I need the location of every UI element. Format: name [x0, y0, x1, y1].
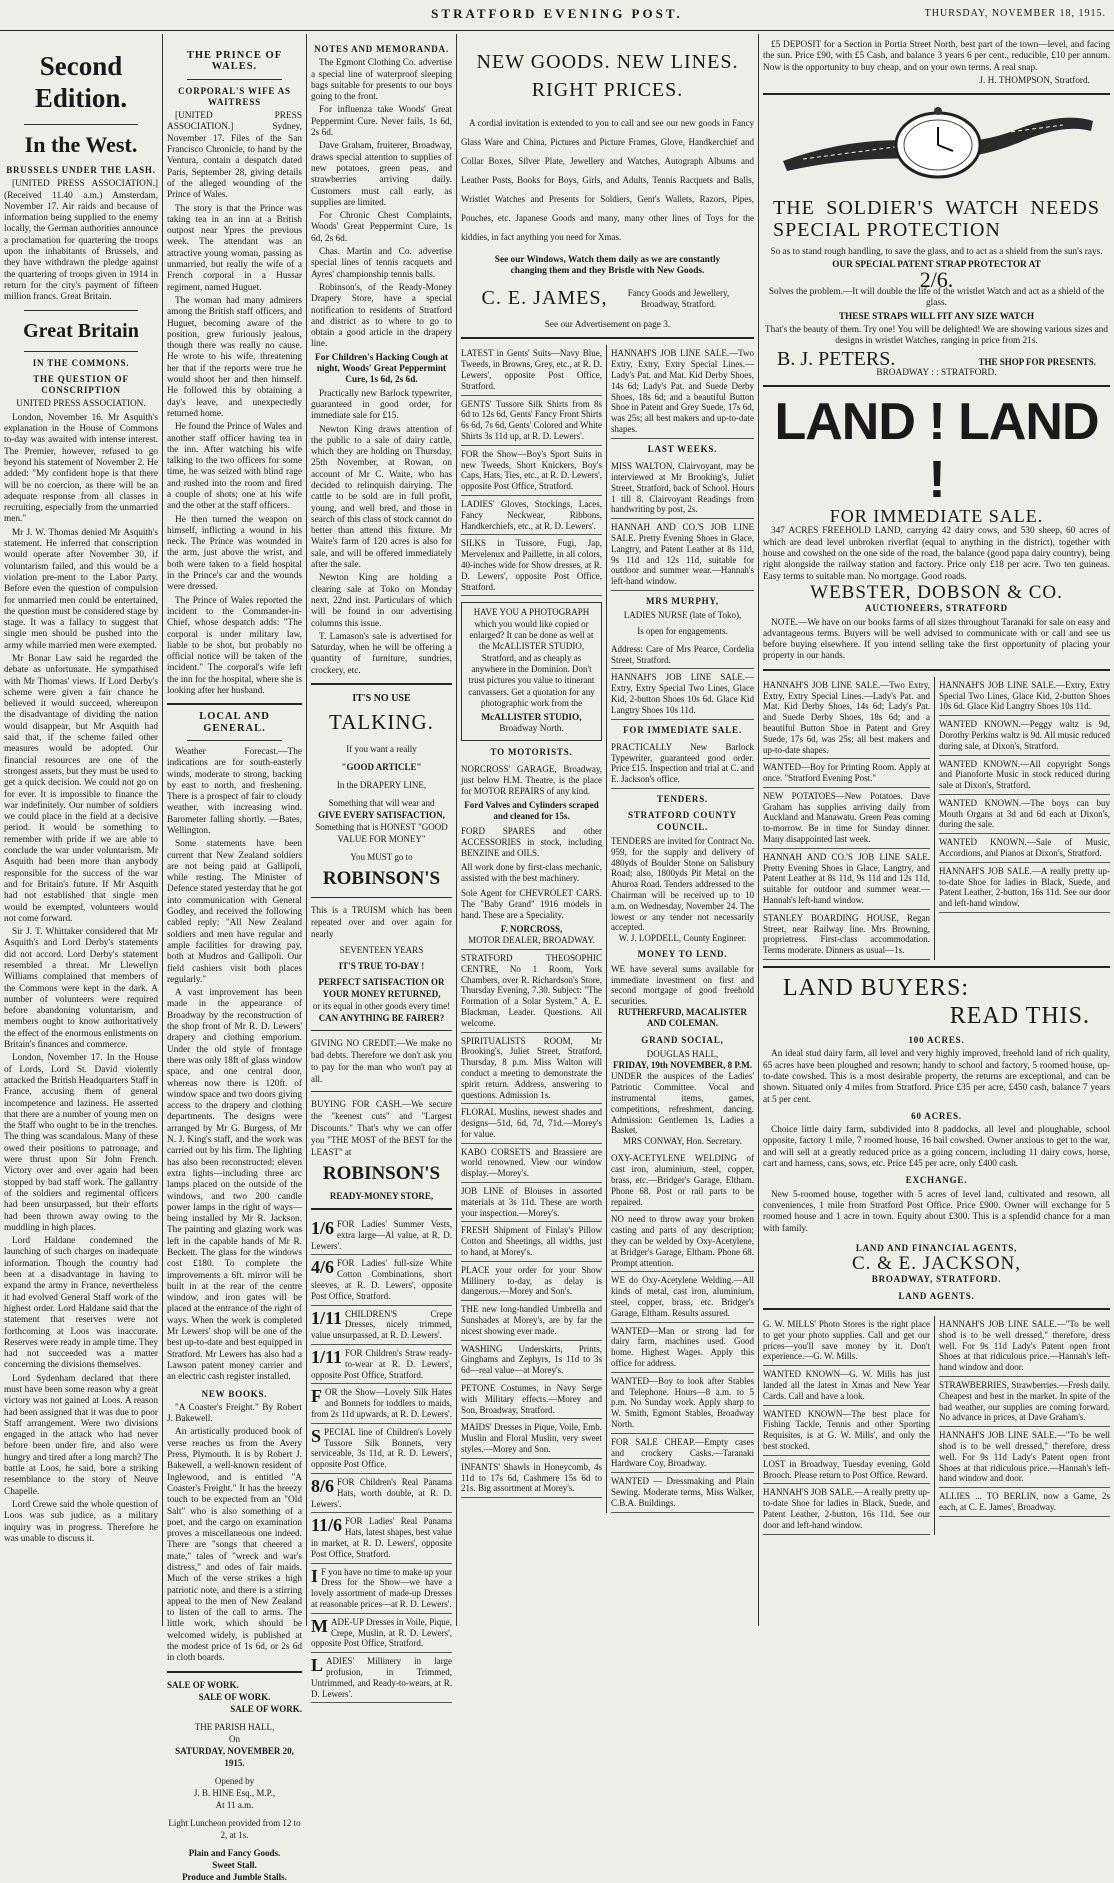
classified-ad — [311, 1513, 452, 1563]
ad-heading: READ THIS. — [949, 1003, 1090, 1030]
ad-paragraph: A cordial invitation is extended to you to call and see our new goods in Fancy Glass Ware and China, Pictures and Picture Frames, Glove, Handkerchief and Collar Boxes, Silver Plate, Jewellery and Watches, Autograph Albums and Leather Posts, Books for Boys, Girls, and Adults, Tennis Racquets and Balls, Wristlet Watches and Presents for Soldiers, Gent's Wallets, Razors, Pipes, Pouches, etc. Japanese Goods and many, many other lines of Toys for the kiddies, in fact anything you need for Xmas. — [461, 118, 754, 242]
ad-line: Is open for engagements. — [637, 625, 728, 636]
ad-heading: ROBINSON'S — [322, 868, 441, 890]
classified-ad: STRATFORD THEOSOPHIC CENTRE, No 1 Room, York Chambers, over R. Richardson's Store, Thursday Evening, 7.30. Subject: "The Formation of a Solar System." A. E. Blackman, Leader. Questions. All welcome. — [461, 950, 602, 1033]
advertiser-address: BROADWAY, STRATFORD. — [871, 1274, 1002, 1285]
ad-line: You MUST go to — [350, 852, 413, 863]
ad-paragraph: TENDERS are invited for Contract No. 959, for the supply and delivery of 480yds of Boulder Stone on Salisbury Road; also, 1800yds Pit Metal on the Ahuroa Road. Tenders addressed to the Chairman will be received up to 10 a.m. on Wednesday, November 24. The lowest or any tender not necessarily accepted. — [611, 835, 754, 933]
article-headline: NOTES AND MEMORANDA. — [314, 44, 449, 54]
article-headline: NEW BOOKS. — [201, 1388, 268, 1399]
classified-ad: WE do Oxy-Acetylene Welding.—All kinds of metal, cast iron, aluminium, steel, copper, brass, etc. Bridger's Garage, Eltham. Results assured. — [611, 1272, 754, 1322]
classified-ad — [311, 1614, 452, 1653]
classified-ad: WANTED—Boy to look after Stables and Telephone. Hours—8 a.m. to 5 p.m. No Sunday work. Apply sharp to W. Smith, Egmont Stables, Broadway North. — [611, 1373, 754, 1434]
classified-ad: WANTED KNOWN.—All copyright Songs and Pianoforte Music in stock reduced during sale at Dixon's, Stratford. — [939, 756, 1110, 795]
ad-line: That's the beauty of them. Try one! You will be delighted! We are showing various sizes and designs in wristlet Watches, ranging in price from 21s. — [764, 324, 1109, 347]
ad-price: 11/6 — [311, 1515, 343, 1536]
article-paragraph: T. Lamason's sale is advertised for Saturday, when he will be offering a quantity of furniture, sundries, crockery, etc. — [311, 631, 452, 676]
ad-line: On — [229, 1733, 240, 1744]
classified-ad — [311, 1474, 452, 1513]
classified-list — [461, 950, 602, 1498]
classified-ad: FLORAL Muslins, newest shades and designs—51d, 6d, 7d, 71d.—Morey's for value. — [461, 1104, 602, 1143]
ad-line: Plain and Fancy Goods. — [188, 1847, 281, 1858]
ad-line: LADIES NURSE (late of Toko), — [623, 610, 742, 621]
ad-price: 2/6. — [919, 266, 954, 292]
article-subheading: IN THE COMMONS. — [32, 357, 130, 368]
classified-ad: NEW POTATOES—New Potatoes. Dave Graham has supplies arriving daily from Auckland and Manawatu. Green Peas coming to-morrow. Be in time for Sunday dinner. Many disappointed last week. — [763, 788, 930, 849]
advertiser-name: B. J. PETERS. — [777, 347, 896, 370]
ad-heading: NEW GOODS. NEW LINES. — [476, 51, 739, 73]
ad-text: FOR Ladies' full-size White Cotton Combinations, short sleeves, at R. D. Lewers', opposite Post Office, Stratford. — [311, 1258, 452, 1301]
ad-line: Sweet Stall. — [212, 1859, 257, 1870]
ad-heading: GRAND SOCIAL, — [641, 1034, 724, 1045]
classified-ad — [311, 1564, 452, 1614]
ad-line: or its equal in other goods every time! — [312, 1001, 451, 1012]
ad-text: F you have no time to make up your Dress for the Show—we have a lovely assortment of made-up Dresses at reasonable prices—at R. D. Lewers'. — [311, 1566, 452, 1609]
ad-line: IT'S NO USE — [352, 693, 411, 705]
classified-list — [763, 1316, 935, 1535]
advertiser-address: BROADWAY : : STRATFORD. — [876, 367, 997, 378]
advertiser-tagline: THE SHOP FOR PRESENTS. — [978, 356, 1096, 367]
classified-ad: STANLEY BOARDING HOUSE, Regan Street, near Railway line. Mrs Browning, proprietress. First-class accommodation. Terms moderate. Dinners as usual—1s. — [763, 910, 930, 960]
ad-heading: TENDERS. — [656, 794, 709, 805]
ad-line: PERFECT SATISFACTION OR YOUR MONEY RETURNED, — [318, 977, 445, 1000]
ad-line: SATURDAY, NOVEMBER 20, 1915. — [175, 1745, 294, 1768]
robinsons-ad — [311, 693, 452, 1202]
article-paragraph: Weather Forecast.—The indications are for south-easterly winds, moderate to strong, backing by east to north, and freshening. There is a prospect of fair to cloudy weather, with increasing wind. Barometer falling shortly. —Bates, Wellington. — [167, 746, 302, 836]
classified-ad: WANTED KNOWN—The best place for Fishing Tackle, Tennis and other Sporting Requisites, is at G. W. Mills', and only the best stocked. — [763, 1406, 930, 1456]
article-headline: BRUSSELS UNDER THE LASH. — [6, 165, 156, 175]
ad-line: Solves the problem.—It will double the life of the wristlet Watch and act as a shield of the glass. — [768, 287, 1105, 309]
ad-price: 4/6 — [311, 1257, 335, 1278]
advertiser-tagline: LAND AGENTS. — [898, 1290, 975, 1301]
ad-price: 8/6 — [311, 1475, 335, 1496]
article-paragraph: [UNITED PRESS ASSOCIATION.] Sydney, November 17. Files of the San Francisco Chronicle, to hand by the Ventura, contain a despatch dated Paris, September 28, giving details of the alleged wounding of the Prince of Wales. — [167, 111, 302, 201]
ad-heading: FOR IMMEDIATE SALE. — [829, 506, 1044, 527]
ad-paragraph: £5 DEPOSIT for a Section in Portia Street North, best part of the town—level, and facing the sun. Price £90, with £5 Cash, and balance 3 years 6 per cent., reducible, £10 per annum. Now is the opportunity to buy cheap, and on your own terms. A real snap. — [763, 40, 1110, 73]
ad-text: CHILDREN'S Crepe Dresses, nicely trimmed, value unsurpassed, at R. D. Lewers'. — [311, 1308, 452, 1341]
ad-text: PECIAL line of Children's Lovely Tussore Silk Bonnets, very serviceable, 3s 11d, at R. D. Lewers', opposite Post Office. — [311, 1426, 452, 1470]
classified-ad: HANNAH'S JOB LINE SALE.—"To be well shod is to be well dressed," therefore, dress well. For 9s 11d Lady's Patent open front Shoes at that ridiculous price.—Hannah's left-hand window and door. — [939, 1427, 1110, 1488]
ad-paragraph: Choice little dairy farm, subdivided into 8 paddocks, all level and ploughable, school opposite, factory 1 mile, 7 roomed house, 16 bail cowshed. Owner anxious to get to the war, and will sell at a greatly reduced price as a going concern, including 11 dairy cows, horse, cart and harness, cans, sows, etc. Price £45 per acre, only £400 cash. — [763, 1125, 1110, 1170]
classified-ad: HANNAH'S JOB LINE SALE.—Two Extry, Extry, Extry Special Lines.—Lady's Pat. and Mat. Kid Derby Shoes, 14s 6d; Lady's Pat. and Suede Derby Shoes, 18s 6d; and a beautiful Button Shoe in Patent and Grey Suede, 17s 6d, was 25s; all best makers and up-to-date shapes. — [611, 345, 754, 438]
article-paragraph: A vast improvement has been made in the appearance of Broadway by the reconstruction of the shop front of Mr R. D. Lewers' drapery and clothing emporium. Under the old style of frontage there was only 18ft of glass window space, and one central door, whereas now there is 120ft. of window space and two doors giving access to the drapery and clothing departments. The designs were arranged by Mr G. Burgess, of Mr N. J. King's staff, and the work was carried out by his firm. The lighting has also been reconstructed; eleven extra lights—including three arc lamps placed on the outside of the windows, and two 200 candle power lamps in the right of ways—being installed by Mr R. Jackson. The painting and glazing work was left in the capable hands of Mr R. Beckett. The glass for the windows cost £180. To complete the improvements a 6ft. mirror will be built in at the rear of the centre window, and iron gates will be placed at the entrance of the right of ways. When the work is completed Mr Lewers' shop will be one of the best up-to-date and best equipped in Stratford. Mr Lewers has also had a Lawson patent money carrier and an electric cash register installed. — [167, 988, 302, 1383]
ad-line: GIVING NO CREDIT.—We make no bad debts. Therefore we don't ask you to pay for the man who won't pay at all. — [311, 1038, 452, 1085]
classified-ad: MISS WALTON, Clairvoyant, may be interviewed at Mr Brooking's, Juliet Street, Stratford, back of School. Hours 1 till 8. Clairvoyant Readings from handwriting by post, 2s. — [611, 458, 754, 519]
ad-paragraph: UNDER the auspices of the Ladies' Patriotic Committee. Vocal and instrumental items, games, competitions, refreshment, dancing. Admission: Gentlemen 1s, Ladies a Basket. — [611, 1071, 754, 1136]
ad-subheading: LAND AND FINANCIAL AGENTS, — [855, 1242, 1018, 1253]
article-paragraph: Dave Graham, fruiterer, Broadway, draws special attention to supplies of new potatoes, green peas, and strawberries arriving daily. Customers must call early, as supplies are limited. — [311, 141, 452, 208]
ad-heading: RIGHT PRICES. — [531, 79, 684, 101]
ad-line: MOTOR DEALER, BROADWAY. — [468, 935, 595, 946]
classified-ad — [311, 1216, 452, 1255]
ad-heading: TO MOTORISTS. — [490, 746, 573, 757]
classified-ad: HANNAH'S JOB LINE SALE.—Extry, Extry Special Two Lines, Glace Kid, 2-button Shoes 10s 6d. Glace Kid Langtry Shoes 10s 11d. — [611, 669, 754, 719]
article-paragraph: The Prince of Wales reported the incident to the Commander-in-Chief, whose despatch adds: "The corporal is under military law, liable to be shot, but probably no official notice will be taken of the incident." The corporal's wife left the inn for the hospital, where she is looking after her husband. — [167, 595, 302, 697]
classified-list — [935, 1316, 1110, 1535]
classified-ad: PETONE Costumes, in Navy Serge with Military effects.—Morey and Son, Broadway, Stratford. — [461, 1380, 602, 1419]
ad-subheading: 60 ACRES. — [911, 1110, 962, 1121]
ad-heading: THE SOLDIER'S WATCH NEEDS SPECIAL PROTECTION — [773, 197, 1100, 242]
ad-price: 1/11 — [311, 1307, 343, 1328]
ad-price: F — [311, 1386, 322, 1407]
classified-ad: THE new long-handled Umbrella and Sunshades at Morey's, are by far the nicest showing ever made. — [461, 1301, 602, 1340]
ad-price: M — [311, 1615, 328, 1636]
ad-line: In the DRAPERY LINE, — [336, 780, 427, 791]
classified-ad: HANNAH AND CO.'S JOB LINE SALE. Pretty Evening Shoes in Glace, Langtry, and Patent Leather at 8s 11d, 9s 11d and 12s 11d, suitable for outdoor and summer wear.—Hannah's left-hand window. — [611, 519, 754, 591]
classified-ad: FOR the Show—Boy's Sport Suits in new Tweeds, Short Knickers, Boy's Caps, Hats, Ties, etc., at R. D. Lewers', opposite Post Office, Stratford. — [461, 446, 602, 496]
classified-ad: FRESH Shipment of Finlay's Pillow Cotton and Sheetings, all widths, just to hand, at Morey's. — [461, 1222, 602, 1261]
section-heading: In the West. — [24, 132, 138, 157]
classified-ad: SILKS in Tussore, Fugi, Jap, Mervelenux and Paillette, in all colors, 40-inches wide for Show dresses, at R. D. Lewers', opposite Post Office, Stratford. — [461, 535, 602, 596]
classified-ad — [311, 1424, 452, 1474]
ad-line: DOUGLAS HALL, — [646, 1048, 719, 1059]
ad-text: FOR Ladies' Real Panama Hats, latest shapes, best value in market, at R. D. Lewers', opposite Post Office, Stratford. — [311, 1516, 452, 1559]
ad-line: NORCROSS' GARAGE, Broadway, just below H.M. Theatre, is the place for MOTOR REPAIRS of any kind. — [461, 763, 602, 796]
ad-heading: LAND BUYERS: — [783, 975, 970, 1002]
classified-ad: HANNAH'S JOB SALE.—A really pretty up-to-date Shoe for ladies in Black, Suede, and Patent Leather, 2-button, 16s 11d. See our door and left-hand window. — [763, 1484, 930, 1534]
ad-line: Light Luncheon provided from 12 to 2, at 1s. — [168, 1817, 301, 1840]
classified-ad: LADIES' Gloves, Stockings, Laces, Fancy Neckwear, Ribbons, Handkerchiefs, etc., at R. D. Lewers'. — [461, 496, 602, 535]
column-5 — [759, 34, 1114, 1626]
article-paragraph: Lord Haldane condemned the launching of such charges on inadequate information. Though the country had been at a disadvantage in having to expand the army in France, nevertheless it had evolved General Staff work of the highest order. Lord Haldane said that the statement that reserves were not forthcoming at Loos was inaccurate. Reserves were ready in ample time. They had not succeeded was a matter concerning the divisions themselves. — [4, 1236, 158, 1371]
advertiser-name: C. & E. JACKSON, — [851, 1253, 1022, 1275]
photo-ad — [461, 602, 602, 740]
ad-line: SALE OF WORK. — [198, 1691, 271, 1702]
article-paragraph: Newton King draws attention of the public to a sale of dairy cattle, which they are holding on Thursday, 25th November, at Rowan, on account of Mr C. Waite, who has decided to relinquish dairying. The cattle to be sold are in full profit, young, and well bred, and those in search of this class of stock cannot do better than attend this fixture. Mr Waite's farm of 120 acres is also for sale, and will be offered immediately after the sale. — [311, 424, 452, 571]
sale-of-work-ad — [167, 1679, 302, 1883]
ad-line: See our Advertisement on page 3. — [544, 320, 671, 331]
subcolumn-right — [607, 345, 754, 1512]
ad-line: CAN ANYTHING BE FAIRER? — [318, 1013, 445, 1024]
classified-ad — [311, 1653, 452, 1703]
article-paragraph: The Egmont Clothing Co. advertise a special line of waterproof sleeping bags suitable for presents to our boys going to the front. — [311, 58, 452, 103]
article-paragraph: For Children's Hacking Cough at night, Woods' Great Peppermint Cure, 1s 6d, 2s 6d. — [315, 352, 448, 386]
ad-paragraph: New 5-roomed house, together with 5 acres of level land, cultivated and resown, all conveniences, 1 mile from Stratford Post Office. Price £900. Owner will exchange for 5 roomed house and 1 acre in town. Equity about £300. This is a splendid chance for a man with family. — [763, 1189, 1110, 1234]
ad-line: Something that is HONEST "GOOD VALUE FOR MONEY" — [315, 822, 448, 845]
ad-subheading: STRATFORD COUNTY COUNCIL. — [628, 810, 737, 832]
advertiser-address: Fancy Goods and Jewellery, Broadway, Stratford. — [627, 287, 730, 309]
classified-ad: WANTED—Man or strong lad for dairy farm, machines used. Good home. Highest Wages. Apply this office for address. — [611, 1323, 754, 1373]
article-paragraph: Some statements have been current that New Zealand soldiers are not being paid at Gallipoli, while resting. The Minister of Defence stated yesterday that he got into communication with General Godley, and received the following cabled reply: "All New Zealand soldiers and men have regular and ample facilities for drawing pay, both at Mudros and Gallipoli. Our field cashiers visit both places regularly." — [167, 839, 302, 985]
ad-line: See our Windows, Watch them daily as we are constantly changing them and they Bristle with New Goods. — [494, 255, 721, 277]
article-paragraph: London, November 17. In the House of Lords, Lord St. David violently attacked the British Headquarters Staff in France, accusing them of general incompetence and laziness. He asserted that there are a number of young men on the Staff who ought to be in the trenches. The thing was scandalous. Many of these owed their positions to patronage, and were thrust upon Sir John French. Victory over and over again had been stopped by bad staff work. The gallantry of the soldiers and regimental officers had been unsurpassed, but their efforts had been thrown away owing to the muddling in high places. — [4, 1053, 158, 1233]
classified-ad: LATEST in Gents' Suits—Navy Blue, Tweeds, in Browns, Grey, etc., at R. D. Lewers', opposite Post Office, Stratford. — [461, 345, 602, 395]
ad-price: 1/6 — [311, 1218, 335, 1239]
classified-ad: PLACE your order for your Show Millinery to-day, as delay is dangerous.—Morey and Son's. — [461, 1262, 602, 1301]
ad-price: L — [311, 1655, 324, 1676]
classified-ad — [311, 1255, 452, 1305]
article-headline: THE PRINCE OF WALES. — [186, 50, 283, 73]
article-paragraph: For influenza take Woods' Great Peppermint Cure. Never fails, 1s 6d, 2s 6d. — [311, 105, 452, 139]
ad-line: Produce and Jumble Stalls. — [182, 1871, 287, 1882]
article-paragraph: He then turned the weapon on himself, inflicting a wound in his neck. The Prince was wounded in the arm, just above the wrist, and both were taken to a field hospital in the Prince's car and the wounds were dressed. — [167, 514, 302, 593]
ad-price: I — [311, 1565, 319, 1586]
section-heading: LOCAL AND GENERAL. — [199, 711, 270, 734]
ad-line: At 11 a.m. — [215, 1799, 254, 1810]
ad-text: FOR Children's Straw ready-to-wear at R. D. Lewers', opposite Post Office, Stratford. — [311, 1348, 452, 1380]
article-paragraph: The woman had many admirers among the British staff officers, and Huguet, becoming aware of the position, grew furiously jealous, though there was really no cause. He wrote to his wife, threatening her that if the reports were true he would shoot her and then himself. He followed this by obtaining a day's leave, and unexpectedly returned home. — [167, 295, 302, 419]
ad-line: All work done by first-class mechanic, assisted with the best machinery. — [461, 862, 602, 884]
ad-line: GIVE EVERY SATISFACTION, — [318, 810, 445, 821]
advertiser-name: C. E. JAMES, — [481, 287, 608, 310]
classified-ad: FOR SALE CHEAP.—Empty cases and crockery Casks.—Taranaki Hardware Coy, Broadway. — [611, 1434, 754, 1473]
ad-line: Ford Valves and Cylinders scraped and cleaned for 15s. — [464, 800, 599, 822]
ad-heading: MONEY TO LEND. — [637, 949, 728, 960]
ad-line: READY-MONEY STORE, — [329, 1191, 434, 1202]
wristlet-watch-illustration — [773, 101, 1100, 191]
ad-line: RUTHERFURD, MACALISTER AND COLEMAN. — [617, 1006, 747, 1029]
classified-ad — [311, 1345, 452, 1384]
ad-heading: TALKING. — [329, 710, 434, 735]
classified-ad: LOST in Broadway, Tuesday evening, Gold Brooch. Please return to Post Office. Reward. — [763, 1456, 930, 1485]
classified-ad: HANNAH AND CO.'S JOB LINE SALE. Pretty Evening Shoes in Glace, Langtry, and Patent Leather at 8s 11d, 9s 11d and 12s 11d, suitable for outdoor and summer wear.—Hannah's left-hand window. — [763, 849, 930, 910]
classified-ad: INFANTS' Shawls in Honeycomb, 4s 11d to 17s 6d, Cashmere 15s 6d to 21s. Big assortment at Morey's. — [461, 1459, 602, 1498]
classified-ad: SPIRITUALISTS ROOM, Mr Brooking's, Juliet Street, Stratford, Thursday, 8 p.m. Miss Walton will conduct a meeting to demonstrate the spirit return. Address, answering to questions. Admission 1s. — [461, 1033, 602, 1105]
ad-paragraph: WE have several sums available for immediate investment on first and second mortgage of good freehold securities. — [611, 963, 754, 1007]
column-4 — [457, 34, 758, 1626]
ad-line: This is a TRUISM which has been repeated over and over again for nearly — [311, 905, 452, 940]
classified-ad: GENTS' Tussore Silk Shirts from 8s 6d to 12s 6d, Gents' Fancy Front Shirts 6s 6d, 7s 6d, Gents' Colored and White Shirts 3s 11d up, at R. D. Lewers'. — [461, 396, 602, 446]
ad-text: FOR Ladies' Summer Vests, extra large—Al value, at R. D. Lewers'. — [311, 1219, 452, 1251]
article-headline: THE QUESTION OF CONSCRIPTION — [33, 373, 129, 396]
ad-line: SEVENTEEN YEARS — [339, 945, 424, 956]
classified-ad: MAIDS' Dresses in Pique, Voile, Emb. Muslin and Floral Muslin, very sweet styles.—Morey and Son. — [461, 1419, 602, 1458]
article-paragraph: Lord Sydenham declared that there must have been some reason why a great victory was not gained at Loos. A reason had been assigned that it was due to poor Staff arrangement. Were two divisions engaged in the attack who had never before been under fire, and also were hungry and tired after a long march? The battle at Loos, he said, bore a striking resemblance to the story of Neuve Chapelle. — [4, 1373, 158, 1497]
ad-paragraph: NOTE.—We have on our books farms of all sizes throughout Taranaki for sale on easy and advantageous terms. Buyers will be well advised to communicate with or call and see us before buying elsewhere. If you intend selling take the first opportunity of placing your property in our hands. — [763, 617, 1110, 662]
classified-ad: WANTED KNOWN.—The boys can buy Mouth Organs at 3d and 6d each at Dixon's, during the sale. — [939, 795, 1110, 834]
article-paragraph: Newton King are holding a clearing sale at Toko on Monday next, 22nd inst. Particulars of which will be found in our advertising columns this issue. — [311, 573, 452, 629]
ad-line: OUR SPECIAL PATENT STRAP PROTECTOR AT — [832, 260, 1041, 271]
classified-list — [311, 1216, 452, 1703]
wire-credit: UNITED PRESS ASSOCIATION. — [16, 399, 146, 410]
ad-subheading: 100 ACRES. — [908, 1035, 965, 1046]
ad-line: MRS CONWAY, Hon. Secretary. — [623, 1136, 742, 1147]
edition-heading: Second Edition. — [34, 51, 128, 113]
classified-ad: G. W. MILLS' Photo Stores is the right place to get your photo supplies. Call and get our prices—you'll save money by it. Don't experience.—G. W. Mills. — [763, 1316, 930, 1366]
ad-line: "GOOD ARTICLE" — [341, 762, 422, 773]
classified-list — [461, 345, 602, 596]
ad-heading: FOR IMMEDIATE SALE. — [623, 724, 742, 735]
ad-heading: LAND ! LAND ! — [774, 393, 1099, 510]
classified-ad: HANNAH'S JOB SALE.—A really pretty up-to-date Shoe for ladies in Black, Suede, and Patent Leather, 2-button, 16s 11d. See our door and left-hand window. — [939, 863, 1110, 913]
article-paragraph: [UNITED PRESS ASSOCIATION.] (Received 11.40 a.m.) Amsterdam, November 17. Air raids and because of information being supplied to the enemy locally, the German authorities announce a proclamation for quartering the troops upon the inhabitants of Brussels, and they have withdrawn the pledge against the quartering of troops given in 1914 in return for the city's payment of fifteen million francs. Great Britain. — [4, 179, 158, 303]
ad-line: Sole Agent for CHEVROLET CARS. The "Baby Grand" 1916 models in hand. These are a Speciality. — [461, 887, 602, 920]
ad-line: Address: Care of Mrs Pearce, Cordelia Street, Stratford. — [611, 641, 754, 670]
garage-ad — [461, 761, 602, 950]
article-paragraph: For Chronic Chest Complaints, Woods' Great Peppermint Cure, 1s 6d, 2s 6d. — [311, 211, 452, 244]
ad-text: FOR Children's Real Panama Hats, worth double, at R. D. Lewers'. — [311, 1476, 452, 1509]
ad-subheading: EXCHANGE. — [905, 1175, 968, 1186]
article-paragraph: Lord Crewe said the whole question of Loos was sub judice, as a military inquiry was in progress. Therefore he was unable to discuss it. — [4, 1499, 158, 1544]
ad-line: SALE OF WORK. — [167, 1679, 239, 1690]
classified-ad: HANNAH'S JOB LINE SALE.—Two Extry, Extry, Extry Special Lines.—Lady's Pat. and Mat. Kid Derby Shoes, 14s 6d; Lady's Pat. and Suede Derby Shoes, 18s 6d; and a beautiful Button Shoe in Patent and Grey Suede, 17s 6d, was 25s; all best makers and up-to-date shapes. — [763, 677, 930, 760]
ad-line: F. NORCROSS, — [500, 924, 563, 935]
classified-ad: WASHING Underskirts, Prints, Ginghams and Zephyrs, 1s 11d to 3s 6d—real value—at Morey's. — [461, 1341, 602, 1380]
classified-ad: OXY-ACETYLENE WELDING of cast iron, aluminium, steel, copper, brass, etc.—Bridger's Garage, Eltham. Phone 68. Post or rail parts to be repaired. — [611, 1150, 754, 1211]
ad-line: BUYING FOR CASH.—We secure the "keenest cuts" and "Largest Discounts." That's why we can offer you "THE MOST of the BEST for the LEAST" at — [311, 1099, 452, 1158]
classified-list — [935, 677, 1110, 960]
article-subheading: CORPORAL'S WIFE AS WAITRESS — [178, 85, 291, 107]
ad-heading: LAST WEEKS. — [647, 443, 718, 454]
article-paragraph: Robinson's, of the Ready-Money Drapery Store, have a special notification to residents of Stratford and district as to where to go to obtain a good article in the drapery line. — [311, 282, 452, 350]
ad-line: FORD SPARES and other ACCESSORIES in stock, including BENZINE and OILS. — [461, 825, 602, 858]
article-paragraph: The story is that the Prince was taking tea in an inn at a British outpost near Ypres the previous week. The attendant was an attractive young woman, passing as unmarried, but really the wife of a French corporal in a Hussar regiment, named Huguet. — [167, 203, 302, 293]
classified-ad: ALLIES ... TO BERLIN, now a Game, 2s each, at C. E. James', Broadway. — [939, 1488, 1110, 1517]
article-paragraph: Sir J. T. Whittaker considered that Mr Asquith's and Lord Derby's statements did not accord. Lord Derby's statement resembled a threat. Mr Llewellyn Williams complained that members of the Commons were kept in the dark. A number of volunteers were required before abandoning voluntarism, and members ought to know authoritatively the effect of the enormous enlistments on Britain's finances and commerce. — [4, 927, 158, 1051]
column-3 — [307, 34, 456, 1699]
ad-line: If you want a really — [346, 744, 417, 755]
classified-ad: PRACTICALLY New Barlock Typewriter, guaranteed good order. Price £15. Inspection and trial at C. and E. Jackson's office. — [611, 739, 754, 789]
ad-text: ADIES' Millinery in large profusion, in Trimmed, Untrimmed, and Ready-to-wears, at R. D. Lewers'. — [311, 1656, 452, 1699]
ad-paragraph: 347 ACRES FREEHOLD LAND, carrying 42 dairy cows, and 530 sheep, 60 acres of which are dead level unbroken riverflat (equal to anything in the district), together with house and cowshed on the one side of the road, the balance (good papa dairy country), being right alongside the railway station and factory. Price only £18 per acre. Two ten guineas. Easy terms to suitable man. No mortgage. Good roads. — [763, 526, 1110, 582]
classified-ad — [311, 1384, 452, 1423]
ad-text: ADE-UP Dresses in Voile, Pique, Crepe, Muslin, at R. D. Lewers', opposite Post Office, Stratford. — [311, 1616, 452, 1649]
classified-ad: STRAWBERRIES, Strawberries.—Fresh daily. Cheapest and best in the market. In spite of the bad weather, our supplies are coming forward. No advance in prices, at Dave Graham's. — [939, 1377, 1110, 1427]
ad-line: So as to stand rough handling, to save the glass, and to act as a shield from the sun's rays. — [770, 247, 1103, 258]
ad-line: McALLISTER STUDIO, — [481, 713, 582, 724]
article-paragraph: Mr J. W. Thomas denied Mr Asquith's statement. He inferred that conscription would operate after November 30, if voluntarism failed, and this would be a violation pre-ment to the Labor Party. Before even the question of compulsion for unmarried men could be entertained, the question must be considered stage by stage. It was a fallacy to suggest that single men should be pushed into the army while married men were exempted. — [4, 527, 158, 651]
article-paragraph: He found the Prince of Wales and another staff officer having tea in the inn. After watching his wife talking to the two officers for some time, he was seized with blind rage and rushed into the room and fired a couple of shots; one at his wife and the other at the staff officers. — [167, 422, 302, 512]
classified-list — [763, 677, 935, 960]
article-paragraph: Chas. Martin and Co. advertise special lines of tennis racquets and Ayres' championship tennis balls. — [311, 247, 452, 280]
ad-line: J. B. HINE Esq., M.P., — [193, 1787, 276, 1798]
classified-ad: WANTED—Boy for Printing Room. Apply at once. "Stratford Evening Post." — [763, 759, 930, 788]
classified-ad: WANTED KNOWN—G. W. Mills has just landed all the latest in Xmas and New Year Cards. Call and have a look. — [763, 1366, 930, 1405]
ad-line: FRIDAY, 19th NOVEMBER, 8 P.M. — [612, 1060, 753, 1071]
subcolumn-left — [461, 345, 607, 1512]
article-paragraph: London, November 16. Mr Asquith's explanation in the House of Commons to-day was awaited with intense interest. The Premier, however, refused to go beyond his statement of November 2. He added: "My confident hope is that there will be no coercion, as there will be an adequate response from all classes in recruiting, especially from the unmarried men." — [4, 412, 158, 525]
ad-line: Opened by — [214, 1775, 255, 1786]
ad-line: J. H. THOMPSON, Stratford. — [979, 75, 1090, 86]
ad-line: THE PARISH HALL, — [194, 1721, 275, 1732]
section-heading: Great Britain — [23, 319, 139, 342]
advertiser-tagline: AUCTIONEERS, STRATFORD — [865, 603, 1008, 614]
ad-price: S — [311, 1425, 322, 1446]
ad-line: Broadway North. — [499, 724, 564, 735]
classified-ad: WANTED — Dressmaking and Plain Sewing. Moderate terms, Miss Walker, C.B.A. Buildings. — [611, 1473, 754, 1512]
article-paragraph: Mr Bonar Law said he regarded the debate as unfortunate. He sympathised with Mr Thomas' views. If Lord Derby's scheme were given a fair chance he believed it would succeed, whereupon the disadvantage of dividing the nation would disappear, but Mr Asquith had said that, if the scheme failed other measures would be adopted. Our financial resources are one of the strongest assets, but they must be used to get a quick decision. We could not go on for ever. It is impossible to finance the war indefinitely. Our number of soldiers we could place in the field at a decisive period. It would be something to remember with pride if we are able to conclude the war under voluntarism. Mr Asquith had been more than anybody responsible for the success of the war and for Britain's future. If Mr Asquith had not established that single men would be exempted, volunteers would not come forward. — [4, 653, 158, 924]
classified-ad: WANTED KNOWN.—Sale of Music, Accordions, and Pianos at Dixon's, Stratford. — [939, 834, 1110, 863]
ad-line: W. J. LOPDELL, County Engineer. — [618, 933, 747, 944]
masthead — [0, 0, 1114, 31]
article-paragraph: "A Coaster's Freight." By Robert J. Bakewell. — [167, 1402, 302, 1425]
article-paragraph: An artistically produced book of verse reaches us from the Avery Press, Plymouth. It is by Robert J. Bakewell, a well-known resident of Inglewood, and is entitled "A Coaster's Freight." It has the breezy touch to be expected from an "Old Salt" who is also something of a poet, and the cargo on examination proves a miscellaneous one indeed. There are "songs that cheered a mate," tales of "wreck and war's distress," and odes of fair maids. Much of the verse strikes a high patriotic note, and there is a stirring appeal to the men of New Zealand to listen of the call to arms. The little work, which should be welcomed widely, is published at the modest price of 1s 6d, or 2s 6d in cloth boards. — [167, 1427, 302, 1664]
ad-price: 1/11 — [311, 1347, 343, 1367]
column-2 — [163, 34, 306, 1882]
ad-paragraph: An ideal stud dairy farm, all level and very highly improved, freehold land of rich quality, 65 acres have been ploughed and resown; handy to school and factory, 5 roomed house, up-to-date cowshed. This is a most desirable property, the returns are exceptional, and can be shown. Situated only 4 miles from Stratford. Price £35 per acre, £450 cash, balance 7 years at 5 per cent. — [763, 1049, 1110, 1105]
ad-line: IT'S TRUE TO-DAY ! — [338, 961, 425, 972]
issue-date: THURSDAY, NOVEMBER 18, 1915. — [924, 8, 1106, 19]
advertiser-name: WEBSTER, DOBSON & CO. — [810, 581, 1063, 603]
classified-list — [611, 345, 754, 438]
ad-line: THESE STRAPS WILL FIT ANY SIZE WATCH — [838, 311, 1035, 322]
article-paragraph: Practically new Barlock typewriter, guaranteed in good order, for immediate sale for £15. — [311, 388, 452, 422]
newspaper-title: STRATFORD EVENING POST. — [431, 6, 683, 21]
classified-ad — [311, 1306, 452, 1345]
classified-ad: NO need to throw away your broken casting and parts of any description; they can be welded by Oxy-Acetylene, at Bridger's Garage, Eltham. Phone 68. Prompt attention. — [611, 1211, 754, 1272]
ad-line: SALE OF WORK. — [230, 1703, 302, 1714]
ad-text: OR the Show—Lovely Silk Hates and Bonnets for toddlers to maids, from 2s 11d upwards, at R. D. Lewers'. — [311, 1387, 453, 1419]
classified-ad: HANNAH'S JOB LINE SALE.—Extry, Extry Special Two Lines, Glace Kid, 2-button Shoes 10s 6d. Glace Kid Langtry Shoes 10s 11d. — [939, 677, 1110, 716]
ad-heading: ROBINSON'S — [322, 1163, 441, 1185]
watch-icon — [773, 101, 1103, 191]
classified-ad: KABO CORSETS and Brassiere are world renowned. View our window display.—Morey's. — [461, 1144, 602, 1183]
ad-line: Something that will wear and — [328, 798, 435, 809]
classified-ad: WANTED KNOWN.—Peggy waltz is 9d, Dorothy Perkins waltz is 9d. All music reduced during sale, at Dixon's, Stratford. — [939, 716, 1110, 755]
ad-heading: MRS MURPHY, — [646, 595, 719, 606]
classified-ad: JOB LINE of Blouses in assorted materials at 3s 11d. These are worth your inspection.—Morey's. — [461, 1183, 602, 1222]
classified-ad: HANNAH'S JOB LINE SALE.—"To be well shod is to be well dressed," therefore, dress well. For 9s 11d Lady's Patent open front Shoes at that ridiculous price.—Hannah's left-hand window and door. — [939, 1316, 1110, 1377]
ad-paragraph: HAVE YOU A PHOTOGRAPH which you would like copied or enlarged? It can be done as well at the McALLISTER STUDIO, Stratford, and as cheaply as anywhere in the Dominion. Don't trust pictures you value to itinerant canvassers. Get a quotation for any photographic work from the — [468, 607, 595, 708]
column-1 — [0, 34, 162, 1626]
